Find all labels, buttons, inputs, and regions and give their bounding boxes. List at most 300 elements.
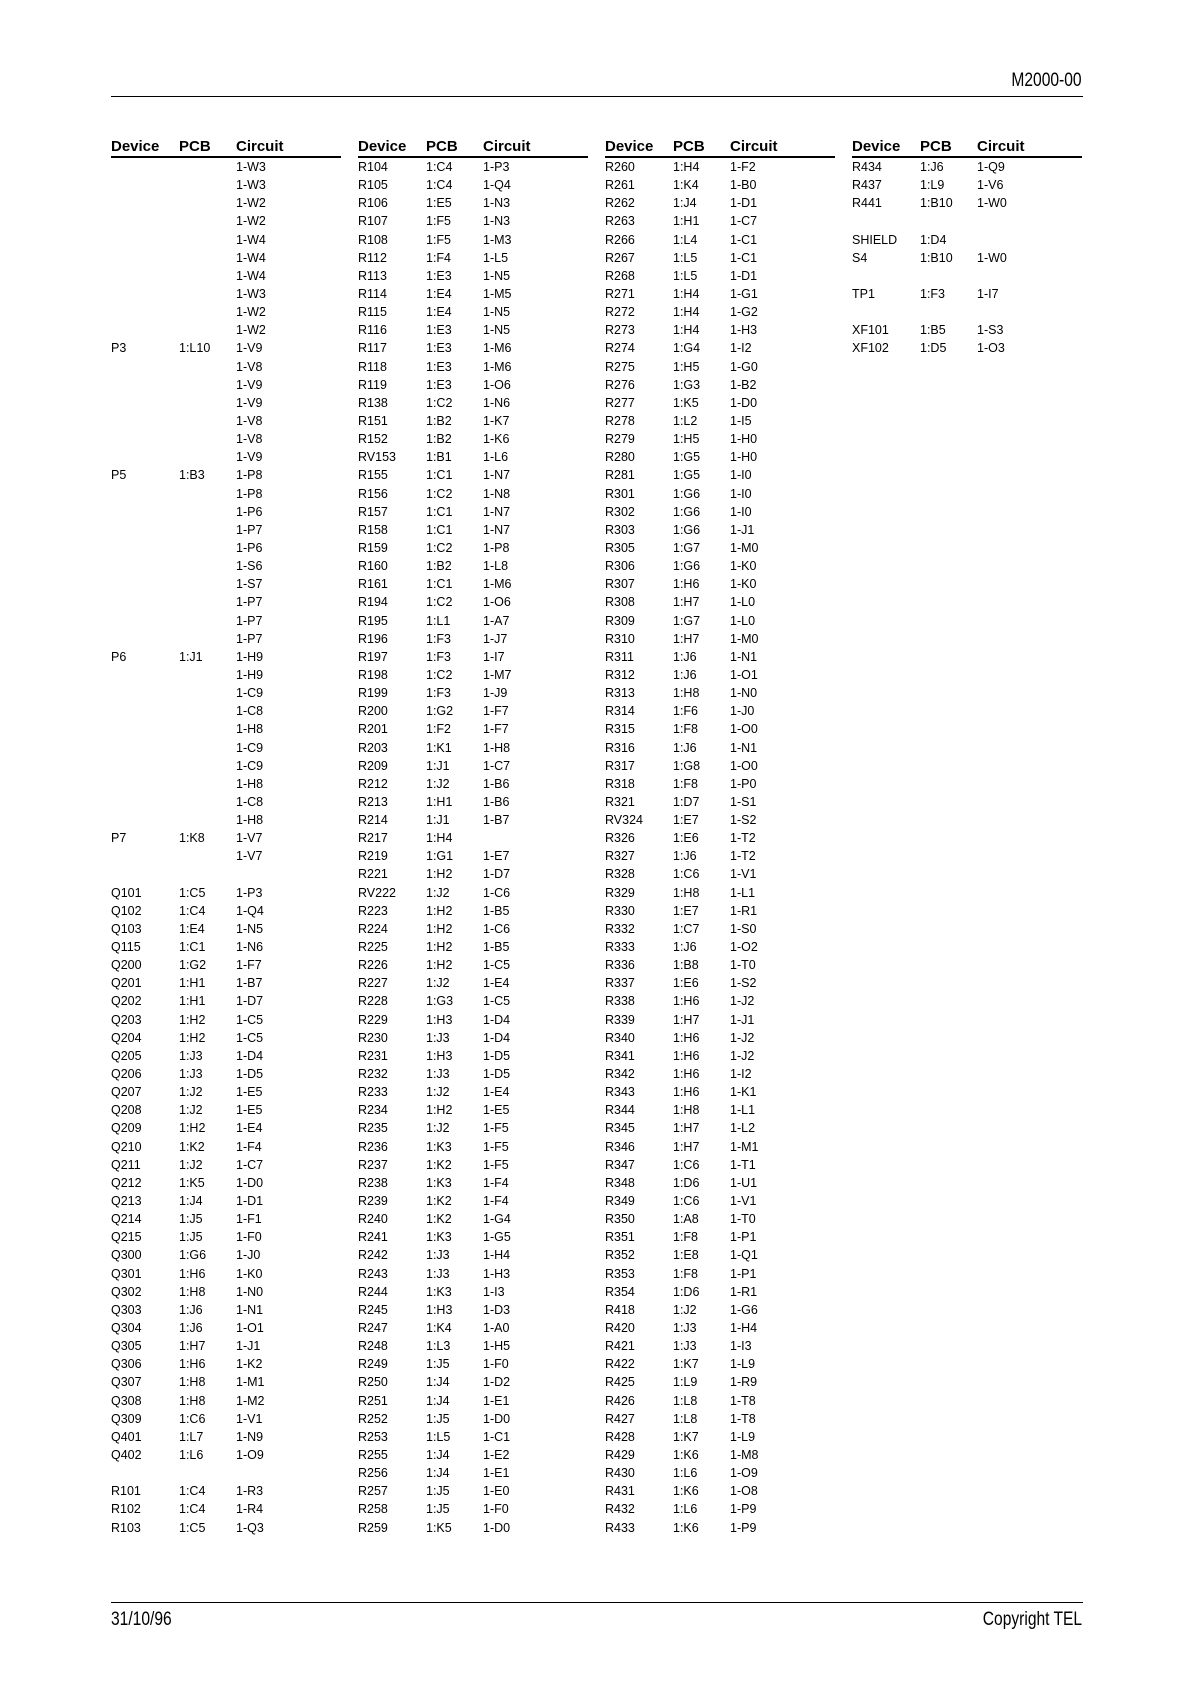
circuit-cell: 1-V6 [977,178,1004,193]
circuit-cell: 1-F0 [236,1230,262,1245]
device-cell: R230 [358,1030,388,1045]
table-row [358,702,588,720]
table-row [111,339,341,357]
device-cell [111,212,179,230]
table-row [605,394,835,412]
device-cell: R226 [358,958,388,973]
table-row [358,666,588,684]
pcb-cell: 1:E6 [673,976,699,991]
table-row [111,1464,341,1482]
table-row [605,1373,835,1391]
table-row [358,1119,588,1137]
device-cell: R337 [605,976,635,991]
table-row [605,194,835,212]
pcb-cell: 1:L8 [673,1393,698,1408]
circuit-cell: 1-H3 [730,323,758,338]
pcb-cell: 1:H6 [673,1048,700,1063]
table-row [358,902,588,920]
device-cell [111,321,179,339]
device-heading: Device [358,138,407,155]
device-cell: R431 [605,1484,635,1499]
pcb-cell: 1:B10 [920,196,953,211]
pcb-cell: 1:K4 [673,178,699,193]
table-row [358,321,588,339]
table-row [852,231,1082,249]
circuit-cell: 1-M2 [236,1393,265,1408]
device-cell [111,539,179,557]
pcb-cell: 1:G6 [673,522,701,537]
pcb-heading: PCB [426,138,458,155]
pcb-cell: 1:J3 [426,1266,450,1281]
pcb-cell [179,212,236,230]
table-row [605,739,835,757]
table-row [358,811,588,829]
device-cell [111,194,179,212]
table-row [852,321,1082,339]
pcb-cell: 1:D6 [673,1284,700,1299]
device-cell: R213 [358,794,388,809]
device-cell: R249 [358,1357,388,1372]
pcb-cell: 1:J2 [179,1157,203,1172]
device-cell: R237 [358,1157,388,1172]
table-row [358,485,588,503]
table-row [605,376,835,394]
device-heading: Device [852,138,901,155]
table-row [358,1301,588,1319]
pcb-cell: 1:J3 [673,1321,697,1335]
table-row [358,775,588,793]
pcb-cell: 1:H2 [426,903,453,918]
column-header [111,137,341,158]
circuit-cell: 1-D4 [236,1048,264,1063]
circuit-cell: 1-C9 [236,740,264,755]
circuit-cell: 1-D4 [483,1030,511,1045]
device-cell: R342 [605,1067,635,1082]
device-cell: R434 [852,160,882,174]
table-row [111,847,341,865]
pcb-cell: 1:A8 [673,1212,699,1227]
table-row [358,884,588,902]
circuit-cell: 1-V1 [236,1411,263,1426]
table-row [111,1355,341,1373]
circuit-cell: 1-H8 [483,740,511,755]
table-row [605,1210,835,1228]
device-cell: R427 [605,1411,635,1426]
pcb-cell: 1:J3 [179,1048,203,1063]
table-row [111,448,341,466]
table-row [111,376,341,394]
table-row [111,466,341,484]
pcb-cell: 1:E7 [673,903,699,918]
table-row [605,176,835,194]
table-row [358,865,588,883]
device-cell: R279 [605,432,635,447]
circuit-cell: 1-D7 [236,994,264,1009]
device-cell [111,1464,179,1482]
table-row [605,612,835,630]
pcb-cell [179,739,236,757]
circuit-cell: 1-S3 [977,323,1004,338]
circuit-cell: 1-H4 [730,1321,758,1335]
device-cell: R117 [358,341,387,356]
device-cell: R276 [605,377,635,392]
pcb-cell: 1:H8 [179,1393,206,1408]
device-cell: R303 [605,522,635,537]
circuit-cell: 1-C1 [730,250,758,265]
circuit-cell: 1-P0 [730,776,757,791]
table-row [358,466,588,484]
table-row [111,303,341,321]
circuit-cell: 1-M7 [483,667,512,682]
device-cell: R159 [358,540,388,555]
circuit-cell: 1-E4 [236,1121,263,1136]
device-cell: R420 [605,1321,635,1335]
device-cell: R428 [605,1429,635,1444]
pcb-cell: 1:H6 [673,1067,700,1082]
device-cell: R105 [358,178,388,193]
pcb-cell: 1:H1 [179,994,206,1009]
device-cell: Q304 [111,1321,142,1335]
device-cell [111,793,179,811]
device-cell: R194 [358,595,388,610]
pcb-cell: 1:C1 [426,577,453,592]
device-cell [111,702,179,720]
device-cell: Q200 [111,958,142,973]
circuit-cell: 1-E0 [483,1484,510,1499]
circuit-cell [236,1464,341,1482]
table-row [111,1410,341,1428]
device-cell: Q207 [111,1085,142,1100]
circuit-cell: 1-P7 [236,631,263,646]
pcb-cell: 1:E3 [426,341,452,356]
pcb-cell: 1:G4 [673,341,701,356]
pcb-cell: 1:K7 [673,1357,699,1372]
device-cell: P3 [111,341,127,356]
table-row [358,1192,588,1210]
circuit-cell: 1-C6 [483,885,511,900]
pcb-cell: 1:H2 [426,958,453,973]
table-row [111,1446,341,1464]
pcb-cell: 1:J1 [179,649,203,664]
device-cell: R238 [358,1175,388,1190]
pcb-cell [179,1464,236,1482]
pcb-cell: 1:H8 [673,885,700,900]
device-cell: Q301 [111,1266,142,1281]
device-cell: R256 [358,1466,388,1481]
pcb-cell: 1:J3 [179,1067,203,1082]
device-cell [111,503,179,521]
table-row [358,1392,588,1410]
pcb-cell: 1:K1 [426,740,452,755]
table-row [358,1446,588,1464]
device-cell: R241 [358,1230,388,1245]
circuit-cell: 1-W2 [236,305,266,320]
table-row [605,992,835,1010]
pcb-cell: 1:H4 [673,160,700,174]
circuit-cell: 1-D4 [483,1012,511,1027]
circuit-cell: 1-W2 [236,196,266,211]
circuit-cell: 1-J2 [730,994,755,1009]
device-cell: R236 [358,1139,388,1154]
circuit-cell: 1-H8 [236,813,264,828]
device-cell: Q209 [111,1121,142,1136]
device-cell: R308 [605,595,635,610]
pcb-cell: 1:H7 [673,1121,700,1136]
pcb-cell [179,811,236,829]
device-cell: R437 [852,178,882,193]
circuit-cell: 1-W2 [236,214,266,229]
circuit-cell: 1-R1 [730,903,758,918]
circuit-cell: 1-C1 [730,232,758,247]
circuit-cell: 1-E4 [483,1085,510,1100]
circuit-cell: 1-V9 [236,395,263,410]
pcb-cell: 1:G2 [179,958,207,973]
pcb-cell: 1:J6 [673,667,697,682]
pcb-cell: 1:G6 [179,1248,207,1263]
pcb-cell: 1:K3 [426,1284,452,1299]
circuit-cell: 1-N6 [236,940,264,955]
pcb-cell: 1:D6 [673,1175,700,1190]
device-cell: R227 [358,976,388,991]
circuit-cell: 1-P1 [730,1266,757,1281]
device-cell: Q308 [111,1393,142,1408]
table-row [111,1065,341,1083]
pcb-cell: 1:C2 [426,395,453,410]
device-cell: R422 [605,1357,635,1372]
pcb-cell: 1:E3 [426,323,452,338]
table-row [605,285,835,303]
pcb-cell: 1:E4 [179,921,205,936]
pcb-cell [179,503,236,521]
table-row [358,231,588,249]
device-cell: R309 [605,613,635,628]
pcb-cell: 1:G8 [673,758,701,773]
pcb-cell: 1:K6 [673,1484,699,1499]
table-row [605,1047,835,1065]
pcb-cell [179,593,236,611]
pcb-cell: 1:H6 [673,994,700,1009]
circuit-cell: 1-F4 [236,1139,262,1154]
device-cell: R347 [605,1157,635,1172]
circuit-cell: 1-W4 [236,232,266,247]
pcb-cell [179,231,236,249]
table-row [111,503,341,521]
circuit-cell: 1-A7 [483,613,510,628]
table-row [111,1500,341,1518]
pcb-cell [179,575,236,593]
circuit-cell: 1-V7 [236,849,263,864]
circuit-cell: 1-J7 [483,631,508,646]
pcb-cell: 1:G5 [673,468,701,483]
table-row [358,1265,588,1283]
device-cell: R280 [605,450,635,465]
table-row [605,1029,835,1047]
pcb-cell: 1:J3 [426,1248,450,1263]
pcb-cell: 1:J2 [426,885,450,900]
table-row [111,1265,341,1283]
circuit-cell: 1-E5 [483,1103,510,1118]
device-cell: Q101 [111,885,142,900]
table-row [605,811,835,829]
circuit-cell [977,231,1082,249]
table-row [358,249,588,267]
pcb-cell: 1:K4 [426,1321,452,1335]
table-row [358,1337,588,1355]
column-header [358,137,588,158]
device-cell: S4 [852,250,868,265]
circuit-cell: 1-H5 [483,1339,511,1354]
pcb-cell: 1:B2 [426,432,452,447]
device-cell: R248 [358,1339,388,1354]
table-row [111,739,341,757]
pcb-cell: 1:G3 [673,377,701,392]
table-row [358,1228,588,1246]
table-row [605,1392,835,1410]
circuit-cell: 1-B6 [483,776,510,791]
circuit-cell: 1-G0 [730,359,758,374]
device-cell: P7 [111,831,127,846]
device-cell [111,412,179,430]
circuit-cell: 1-C5 [236,1012,264,1027]
device-cell: R199 [358,686,388,701]
device-cell: R441 [852,196,882,211]
pcb-cell: 1:L9 [920,178,945,193]
device-cell: R198 [358,667,388,682]
table-row [111,557,341,575]
device-cell [111,267,179,285]
table-row [111,1246,341,1264]
pcb-cell: 1:H2 [179,1030,206,1045]
table-row [111,1337,341,1355]
device-cell: R152 [358,432,388,447]
device-cell: R240 [358,1212,388,1227]
circuit-cell: 1-G2 [730,305,758,320]
pcb-cell: 1:L6 [673,1502,698,1517]
pcb-cell: 1:C5 [179,885,206,900]
table-row [111,158,341,176]
circuit-cell: 1-O8 [730,1484,758,1499]
circuit-cell: 1-L1 [730,1103,756,1118]
device-cell: R252 [358,1411,388,1426]
circuit-heading: Circuit [236,138,284,155]
device-cell: R224 [358,921,388,936]
pcb-cell: 1:H3 [426,1048,453,1063]
circuit-cell: 1-D3 [483,1302,511,1317]
table-row [358,1373,588,1391]
device-cell [852,267,920,285]
table-row [111,974,341,992]
table-row [605,557,835,575]
circuit-cell: 1-A0 [483,1321,510,1335]
circuit-cell: 1-K2 [236,1357,263,1372]
device-cell: R272 [605,305,635,320]
device-cell [111,612,179,630]
circuit-cell: 1-J0 [730,704,755,719]
table-row [852,267,1082,285]
table-row [605,1174,835,1192]
circuit-cell: 1-S2 [730,976,757,991]
device-cell: Q204 [111,1030,142,1045]
device-cell [111,666,179,684]
pcb-cell [179,757,236,775]
table-row [605,775,835,793]
pcb-cell: 1:B2 [426,559,452,574]
device-cell: Q306 [111,1357,142,1372]
device-cell [111,448,179,466]
table-row [111,684,341,702]
pcb-cell: 1:F3 [426,649,452,664]
device-cell: R313 [605,686,635,701]
device-cell: R426 [605,1393,635,1408]
device-cell: Q214 [111,1212,142,1227]
circuit-cell: 1-F2 [730,160,756,174]
pcb-cell: 1:F5 [426,214,452,229]
pcb-cell: 1:H7 [673,595,700,610]
device-cell: R430 [605,1466,635,1481]
pcb-cell: 1:D7 [673,794,700,809]
circuit-cell: 1-F4 [483,1194,509,1209]
circuit-cell: 1-N1 [730,740,758,755]
device-cell: P5 [111,468,127,483]
table-row [111,793,341,811]
table-row [605,1355,835,1373]
device-cell: Q309 [111,1411,142,1426]
circuit-cell: 1-T1 [730,1157,756,1172]
pcb-cell [920,267,977,285]
table-row [358,1029,588,1047]
table-row [111,992,341,1010]
circuit-cell: 1-T8 [730,1393,756,1408]
device-cell: Q213 [111,1194,142,1209]
circuit-cell: 1-G5 [483,1230,511,1245]
table-row [111,285,341,303]
device-cell: RV153 [358,450,396,465]
pcb-cell [179,666,236,684]
pcb-cell: 1:K3 [426,1139,452,1154]
table-row [358,412,588,430]
device-cell [111,394,179,412]
pcb-cell: 1:C4 [179,1484,206,1499]
pcb-cell: 1:E6 [673,831,699,846]
pcb-cell: 1:F5 [426,232,452,247]
table-row [358,1101,588,1119]
table-row [605,1464,835,1482]
circuit-cell: 1-F0 [483,1357,509,1372]
pcb-cell: 1:L5 [673,268,698,283]
device-cell: R328 [605,867,635,882]
device-cell: Q401 [111,1429,142,1444]
pcb-cell: 1:J2 [426,1121,450,1136]
device-cell: R258 [358,1502,388,1517]
device-cell: Q203 [111,1012,142,1027]
table-row [358,1464,588,1482]
footer-date: 31/10/96 [111,1609,172,1630]
device-cell: RV324 [605,813,643,828]
circuit-cell: 1-P6 [236,540,263,555]
circuit-cell: 1-H9 [236,667,264,682]
table-row [111,249,341,267]
table-row [605,249,835,267]
pcb-cell: 1:C4 [179,903,206,918]
device-cell: R338 [605,994,635,1009]
table-row [605,648,835,666]
device-cell: R266 [605,232,635,247]
device-cell: R425 [605,1375,635,1390]
table-row [111,1301,341,1319]
pcb-cell: 1:C6 [673,867,700,882]
circuit-cell: 1-C5 [483,994,511,1009]
pcb-cell: 1:F3 [920,286,946,301]
